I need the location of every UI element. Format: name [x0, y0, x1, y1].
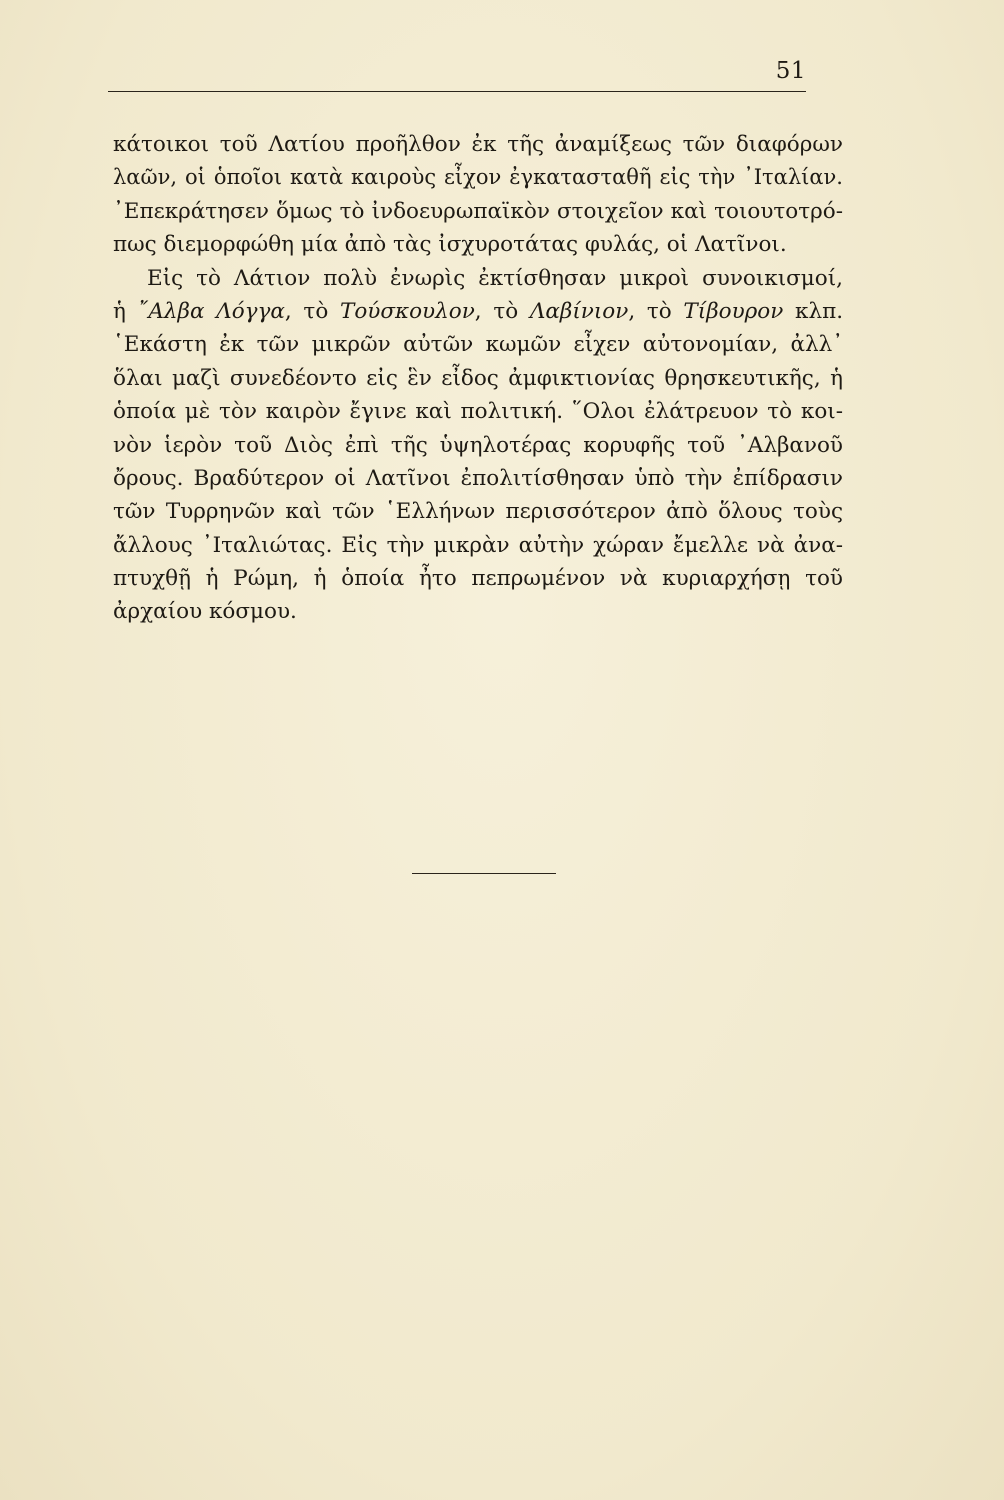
body-paragraphs: [113, 128, 843, 629]
text-line: τῶν Τυρρηνῶν καὶ τῶν ῾Ελλήνων περισσότερον ἀπὸ ὅλους τοὺς: [113, 499, 843, 525]
text-line: Εἰς τὸ Λάτιον πολὺ ἐνωρὶς ἐκτίσθησαν μικροὶ συνοικισμοί,: [147, 265, 843, 291]
text-line: ὅλαι μαζὶ συνεδέοντο εἰς ἓν εἶδος ἀμφικτιονίας θρησκευτικῆς, ἡ: [113, 365, 843, 391]
place-name-tusculum: Τούσκουλον: [339, 298, 475, 324]
place-name-alba-longa: ῎Αλβα Λόγγα: [137, 298, 285, 324]
text-line: νὸν ἱερὸν τοῦ Διὸς ἐπὶ τῆς ὑψηλοτέρας κορυφῆς τοῦ ᾿Αλβανοῦ: [113, 432, 843, 458]
place-name-tibur: Τίβουρον: [683, 298, 784, 324]
place-name-lavinium: Λαβίνιον: [529, 298, 629, 324]
text-line: ᾿Επεκράτησεν ὅμως τὸ ἰνδοευρωπαϊκὸν στοιχεῖον καὶ τοιουτοτρό-: [113, 198, 843, 224]
text-line: πτυχθῇ ἡ Ρώμη, ἡ ὁποία ἦτο πεπρωμένον νὰ κυριαρχήσῃ τοῦ: [113, 566, 843, 592]
text-line: ἄλλους ᾿Ιταλιώτας. Εἰς τὴν μικρὰν αὐτὴν χώραν ἔμελλε νὰ ἀνα-: [113, 532, 843, 558]
header-rule: [108, 91, 806, 92]
page-number: 51: [775, 58, 806, 84]
section-end-rule: [412, 873, 556, 874]
text-line: κάτοικοι τοῦ Λατίου προῆλθον ἐκ τῆς ἀναμίξεως τῶν διαφόρων: [113, 132, 843, 157]
text-line: ὄρους. Βραδύτερον οἱ Λατῖνοι ἐπολιτίσθησαν ὑπὸ τὴν ἐπίδρασιν: [113, 465, 843, 491]
text-line: λαῶν, οἱ ὁποῖοι κατὰ καιροὺς εἶχον ἐγκατασταθῆ εἰς τὴν ᾿Ιταλίαν.: [113, 165, 843, 190]
text-line: ἀρχαίου κόσμου.: [113, 599, 297, 625]
text-line: πως διεμορφώθη μία ἀπὸ τὰς ἰσχυροτάτας φυλάς, οἱ Λατῖνοι.: [113, 232, 787, 258]
text-line: ὁποία μὲ τὸν καιρὸν ἔγινε καὶ πολιτική. ῞Ολοι ἐλάτρευον τὸ κοι-: [113, 399, 843, 425]
text-line: ἡ ῎Αλβα Λόγγα, τὸ Τούσκουλον, τὸ Λαβίνιον, τὸ Τίβουρον κλπ.: [113, 298, 844, 324]
text-line: ῾Εκάστη ἐκ τῶν μικρῶν αὐτῶν κωμῶν εἶχεν αὐτονομίαν, ἀλλ᾽: [113, 332, 843, 358]
